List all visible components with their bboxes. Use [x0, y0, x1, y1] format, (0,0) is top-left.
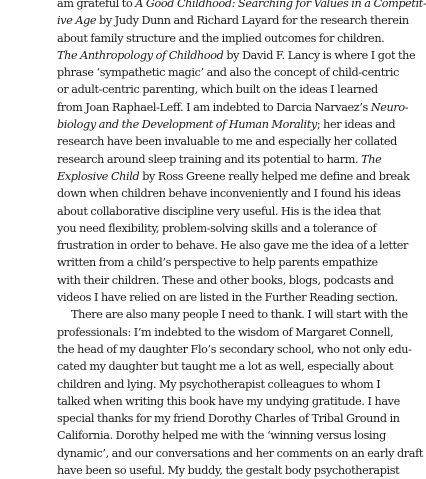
text-segment: from Joan Raphael-Leff. I am indebted to Darcia Narvaez’s: [57, 100, 371, 114]
text-segment: talked when writing this book have my undying gratitude. I have: [57, 394, 400, 408]
text-line: [57, 203, 381, 220]
text-segment: videos I have relied on are listed in the Further Reading section.: [57, 291, 398, 305]
italic-text: Explosive Child: [57, 169, 140, 183]
text-segment: you need flexibility, problem-solving skills and a tolerance of: [57, 221, 377, 235]
text-line: [57, 341, 412, 358]
text-line: [57, 289, 398, 306]
text-line: [57, 393, 400, 410]
text-line: [57, 427, 386, 444]
text-line: [57, 30, 385, 47]
italic-text: The Anthropology of Childhood: [57, 48, 224, 62]
text-line: [57, 220, 377, 237]
text-segment: research around sleep training and its potential to harm.: [57, 152, 362, 166]
text-line: [57, 358, 394, 375]
text-line: [57, 64, 400, 81]
text-segment: frustration in order to behave. He also gave me the idea of a letter: [57, 239, 409, 253]
text-line: [57, 306, 408, 323]
text-line: [57, 410, 400, 427]
text-line: [57, 47, 416, 64]
text-segment: about collaborative discipline very useful. His is the idea that: [57, 204, 381, 218]
text-line: [57, 151, 382, 168]
italic-text: ive Age: [57, 14, 97, 28]
italic-text: A Good Childhood: Searching for Values in a Competit-: [135, 0, 426, 10]
text-segment: cated my daughter but taught me a lot as well, especially about: [57, 360, 394, 374]
text-segment: ; her ideas and: [316, 118, 396, 132]
text-segment: dynamic’, and our conversations and her comments on an early draft: [57, 446, 424, 460]
text-segment: There are also many people I need to thank. I will start with the: [71, 308, 408, 322]
text-segment: by Ross Greene really helped me define and break: [139, 169, 410, 183]
text-line: [57, 185, 401, 202]
text-segment: research have been invaluable to me and especially her collated: [57, 135, 397, 149]
text-line: [57, 445, 424, 462]
text-line: [57, 272, 394, 289]
text-segment: phrase ‘sympathetic magic’ and also the concept of child-centric: [57, 66, 400, 80]
text-segment: about family structure and the implied outcomes for children.: [57, 31, 385, 45]
text-line: [57, 324, 394, 341]
italic-text: The: [361, 152, 382, 166]
text-line: [57, 462, 400, 479]
italic-text: biology and the Development of Human Morality: [57, 118, 317, 132]
text-segment: am grateful to: [57, 0, 136, 10]
text-line: [57, 0, 426, 12]
text-segment: children and lying. My psychotherapist colleagues to whom I: [57, 377, 381, 391]
text-segment: by David F. Lancy is where I got the: [223, 48, 416, 62]
body-text: [57, 0, 426, 479]
text-segment: California. Dorothy helped me with the ‘winning versus losing: [57, 429, 386, 443]
text-line: [57, 376, 381, 393]
text-line: [57, 81, 378, 98]
text-line: [57, 133, 397, 150]
text-line: [57, 99, 409, 116]
text-segment: have been so useful. My buddy, the gestalt body psychotherapist: [57, 464, 400, 478]
text-line: [57, 116, 396, 133]
text-line: [57, 12, 409, 29]
text-segment: written from a child’s perspective to help parents empathize: [57, 256, 378, 270]
text-segment: the head of my daughter Flo’s secondary school, who not only edu-: [57, 342, 412, 356]
text-line: [57, 237, 409, 254]
text-segment: by Judy Dunn and Richard Layard for the research therein: [96, 14, 409, 28]
italic-text: Neuro-: [370, 100, 409, 114]
text-segment: with their children. These and other books, blogs, podcasts and: [57, 273, 394, 287]
text-segment: special thanks for my friend Dorothy Charles of Tribal Ground in: [57, 412, 400, 426]
text-segment: or adult-centric parenting, which built on the ideas I learned: [57, 83, 378, 97]
text-segment: down when children behave inconveniently and I found his ideas: [57, 187, 401, 201]
text-line: [57, 254, 378, 271]
text-segment: professionals: I’m indebted to the wisdom of Margaret Connell,: [57, 325, 394, 339]
text-line: [57, 168, 410, 185]
